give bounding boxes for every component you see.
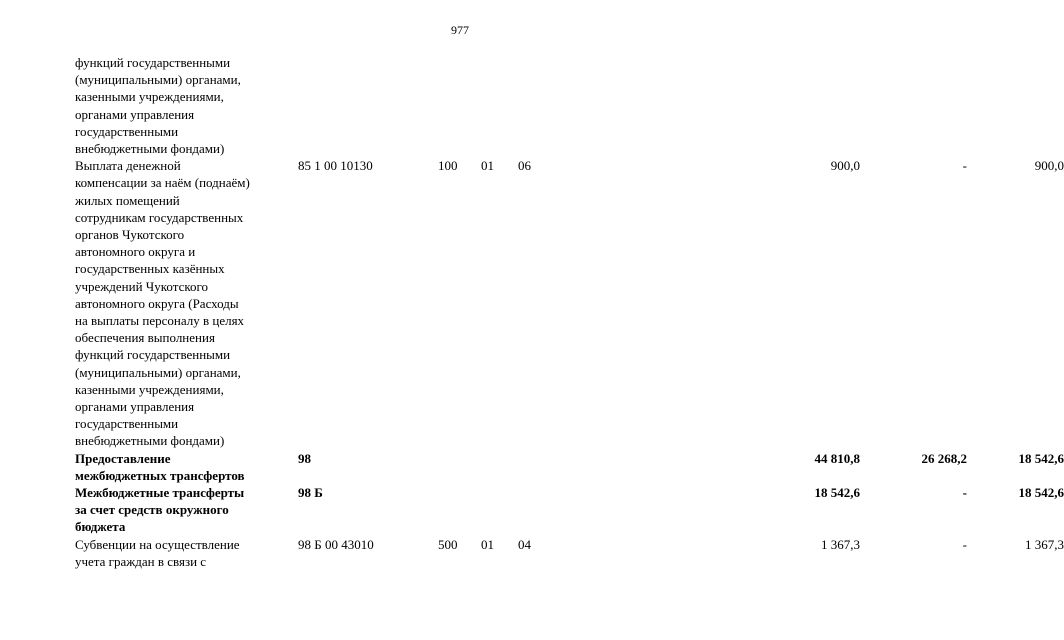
row-description: Выплата денежной компенсации за наём (поднаём) жилых помещений сотрудникам государственных органов Чукотского автономного округа и государственных казённых учреждений Чукотского автономного округа (Расходы на выплаты персоналу в целях обеспечения выполнения функций государственными (муниципальными) органами, казенными учреждениями, органами управления государственными внебюджетными фондами)	[75, 158, 250, 449]
subsection-code: 04	[518, 536, 531, 552]
total-amount: 1 367,3	[821, 536, 860, 552]
table-row	[75, 484, 1064, 536]
table-row	[75, 450, 1064, 484]
table-row	[75, 536, 1064, 570]
section-code: 01	[481, 158, 494, 174]
page-number: 977	[451, 23, 469, 37]
row-description: Предоставление межбюджетных трансфертов	[75, 450, 245, 483]
expense-type-code: 100	[438, 158, 458, 174]
table-row	[75, 54, 291, 157]
subsection-code: 06	[518, 158, 531, 174]
total-amount: 44 810,8	[814, 450, 860, 466]
federal-amount: -	[962, 158, 967, 174]
target-article-code: 98	[298, 450, 311, 466]
row-description: Субвенции на осуществление учета граждан в связи с	[75, 536, 240, 569]
regional-amount: 1 367,3	[1025, 536, 1064, 552]
expense-type-code: 500	[438, 536, 458, 552]
total-amount: 900,0	[830, 158, 860, 174]
federal-amount: 26 268,2	[921, 450, 967, 466]
target-article-code: 98 Б 00 43010	[298, 536, 374, 552]
federal-amount: -	[962, 536, 967, 552]
target-article-code: 98 Б	[298, 485, 323, 501]
row-description: Межбюджетные трансферты за счет средств окружного бюджета	[75, 485, 245, 535]
regional-amount: 18 542,6	[1018, 485, 1064, 501]
federal-amount: -	[962, 485, 967, 501]
target-article-code: 85 1 00 10130	[298, 158, 373, 174]
total-amount: 18 542,6	[814, 485, 860, 501]
budget-table	[75, 54, 1064, 570]
regional-amount: 900,0	[1034, 158, 1064, 174]
regional-amount: 18 542,6	[1018, 450, 1064, 466]
row-description: функций государственными (муниципальными) органами, казенными учреждениями, органами управления государственными внебюджетными фондами)	[75, 55, 241, 157]
table-row	[75, 157, 1064, 449]
section-code: 01	[481, 536, 494, 552]
